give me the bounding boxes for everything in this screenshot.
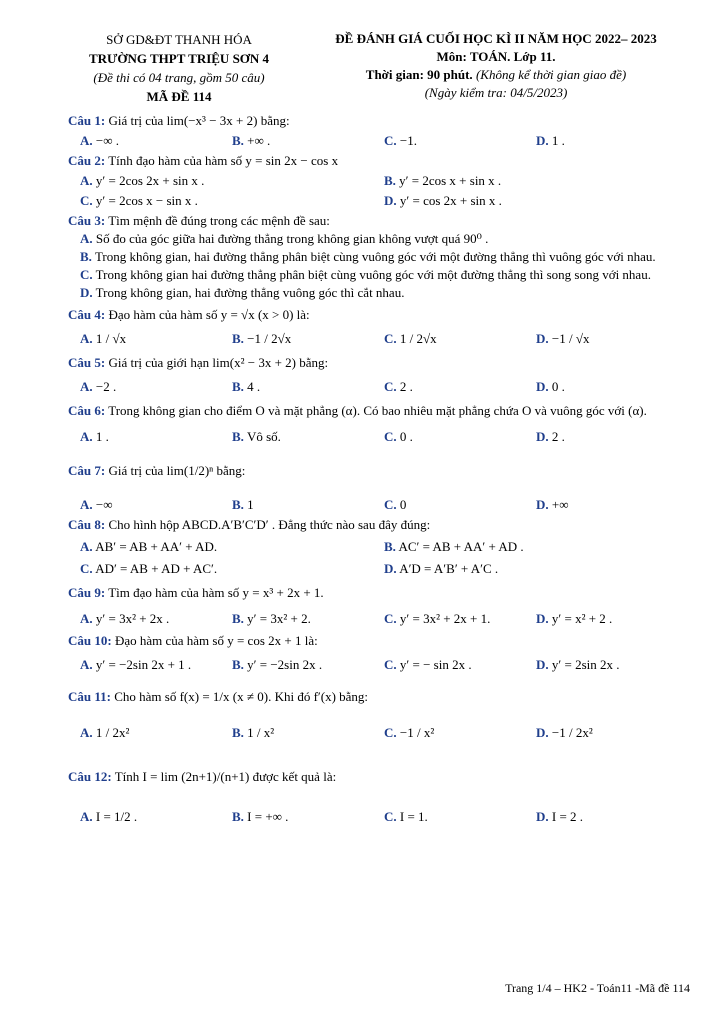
option-a[interactable] [80,538,384,556]
option-text: −1 / √x [551,331,590,346]
question-2 [68,152,688,170]
option-text: 1 [247,497,254,512]
option-text: y′ = 2cos x + sin x . [399,173,502,188]
option-text: +∞ . [247,133,271,148]
option-letter: A. [80,173,93,188]
option-a[interactable] [80,230,688,248]
options-row [80,610,688,628]
option-d[interactable] [536,808,688,826]
option-text: Trong không gian, hai đường thẳng phân biệt cùng vuông góc với một đường thẳng thì vuông góc với nhau. [94,249,656,264]
option-text: A′D = A′B′ + A′C . [399,561,499,576]
option-letter: A. [80,429,93,444]
option-letter: C. [80,267,93,282]
option-a[interactable] [80,808,232,826]
options-row [80,378,688,396]
options-row [80,496,688,514]
option-a[interactable] [80,496,232,514]
option-text: 1 / x² [247,725,275,740]
question-12 [68,768,688,786]
option-b[interactable] [232,724,384,742]
option-letter: C. [384,725,397,740]
option-d[interactable] [536,496,688,514]
options-row [80,656,688,674]
exam-title: ĐỀ ĐÁNH GIÁ CUỐI HỌC KÌ II NĂM HỌC 2022– 2023 [335,31,657,46]
date-note: (Ngày kiểm tra: 04/5/2023) [424,85,568,100]
option-letter: B. [80,249,92,264]
question-text: Tính đạo hàm của hàm số y = sin 2x − cos x [108,153,339,168]
option-letter: C. [80,561,93,576]
option-letter: C. [384,809,397,824]
question-4 [68,306,688,324]
option-d[interactable] [536,428,688,446]
option-text: 1 / √x [95,331,127,346]
option-text: 4 . [247,379,261,394]
option-letter: D. [536,657,549,672]
option-b[interactable] [232,330,384,348]
page-footer: Trang 1/4 – HK2 - Toán11 -Mã đề 114 [505,981,690,995]
option-c[interactable] [384,724,536,742]
option-letter: B. [384,173,396,188]
option-text: y′ = cos 2x + sin x . [399,193,502,208]
question-text: Giá trị của giới hạn lim(x² − 3x + 2) bằng: [108,355,329,370]
option-text: Trong không gian hai đường thẳng phân biệt cùng vuông góc với một đường thẳng thì song song với nhau. [95,267,651,282]
option-letter: D. [384,193,397,208]
option-a[interactable] [80,132,232,150]
option-c[interactable] [384,656,536,674]
option-c[interactable] [68,266,688,284]
option-text: 1 / 2x² [95,725,130,740]
option-letter: C. [384,331,397,346]
subject: Môn: TOÁN. Lớp 11. [436,49,556,64]
option-text: −∞ [95,497,113,512]
option-b[interactable] [384,172,688,190]
option-letter: B. [232,133,244,148]
option-d[interactable] [536,724,688,742]
question-label: Câu 12: [68,769,112,784]
question-text: Cho hàm số f(x) = 1/x (x ≠ 0). Khi đó f′(x) bằng: [114,689,369,704]
option-text: Vô số. [246,429,281,444]
option-a[interactable] [80,378,232,396]
exam-code: MÃ ĐỀ 114 [146,89,212,104]
options-row [80,724,688,742]
option-text: 1 . [551,133,565,148]
option-text: Số đo của góc giữa hai đường thẳng trong không gian không vượt quá 90⁰ . [95,231,489,246]
time-note: (Không kể thời gian giao đề) [475,67,627,82]
option-letter: B. [232,725,244,740]
option-text: AC′ = AB + AA′ + AD . [398,539,524,554]
option-text: AD′ = AB + AD + AC′. [95,561,218,576]
question-10 [68,632,688,650]
option-letter: A. [80,539,93,554]
option-c[interactable] [384,496,536,514]
option-letter: D. [536,379,549,394]
option-text: y′ = 2cos 2x + sin x . [95,173,205,188]
option-letter: B. [232,611,244,626]
department-name: SỞ GD&ĐT THANH HÓA [106,32,252,47]
question-11 [68,688,688,706]
question-6 [68,400,688,422]
option-letter: A. [80,809,93,824]
option-letter: B. [384,539,396,554]
option-text: y′ = −2sin 2x . [247,657,323,672]
question-label: Câu 11: [68,689,111,704]
option-d[interactable] [80,284,688,302]
school-name: TRƯỜNG THPT TRIỆU SƠN 4 [88,51,270,66]
option-letter: D. [536,497,549,512]
option-b[interactable] [232,610,384,628]
options-row [80,428,688,446]
question-8 [68,516,688,534]
question-text: Tìm đạo hàm của hàm số y = x³ + 2x + 1. [108,585,324,600]
option-text: y′ = 2cos x − sin x . [95,193,198,208]
question-text: Giá trị của lim(1/2)ⁿ bằng: [108,463,246,478]
option-d[interactable] [384,192,688,210]
options-row [80,172,688,190]
option-letter: D. [536,611,549,626]
option-b[interactable] [232,656,384,674]
option-text: −1 / 2√x [247,331,292,346]
option-letter: A. [80,657,93,672]
option-text: y′ = x² + 2 . [551,611,613,626]
option-c[interactable] [384,428,536,446]
question-label: Câu 2: [68,153,106,168]
option-letter: C. [384,133,397,148]
option-text: 2 . [399,379,413,394]
question-text: Tính I = lim (2n+1)/(n+1) được kết quả là: [114,769,337,784]
option-b[interactable] [68,248,688,266]
option-c[interactable] [384,330,536,348]
option-text: 0 . [551,379,565,394]
options-row [80,560,688,578]
option-c[interactable] [80,192,384,210]
option-text: −∞ . [95,133,119,148]
option-text: y′ = − sin 2x . [399,657,472,672]
question-text: Giá trị của lim(−x³ − 3x + 2) bằng: [108,113,290,128]
option-d[interactable] [536,656,688,674]
option-letter: C. [384,611,397,626]
question-text: Cho hình hộp ABCD.A′B′C′D′ . Đẳng thức nào sau đây đúng: [108,517,431,532]
option-text: 0 . [399,429,413,444]
option-text: I = 2 . [551,809,584,824]
option-a[interactable] [80,330,232,348]
question-9 [68,584,688,602]
option-letter: A. [80,379,93,394]
option-letter: A. [80,725,93,740]
option-letter: C. [384,429,397,444]
option-c[interactable] [384,808,536,826]
option-d[interactable] [536,132,688,150]
header-right [306,30,686,102]
option-text: 2 . [551,429,565,444]
question-5 [68,354,688,372]
option-letter: D. [536,725,549,740]
option-letter: A. [80,133,93,148]
option-letter: C. [384,379,397,394]
option-a[interactable] [80,656,232,674]
option-letter: D. [536,429,549,444]
question-label: Câu 9: [68,585,106,600]
option-b[interactable] [232,496,384,514]
option-letter: B. [232,809,244,824]
question-label: Câu 8: [68,517,106,532]
header-left [64,30,294,106]
options-row [80,538,688,556]
option-letter: C. [384,657,397,672]
options-row [80,192,688,210]
question-text: Tìm mệnh đề đúng trong các mệnh đề sau: [108,213,330,228]
option-text: y′ = 3x² + 2x + 1. [399,611,491,626]
options-row [80,132,688,150]
question-text: Trong không gian cho điểm O và mặt phẳng (α). Có bao nhiêu mặt phẳng chứa O và vuông góc với (α). [108,403,647,418]
question-label: Câu 5: [68,355,106,370]
options-row [80,808,688,826]
question-label: Câu 3: [68,213,106,228]
option-text: −1. [399,133,417,148]
option-text: y′ = 3x² + 2. [247,611,311,626]
option-letter: D. [80,285,93,300]
question-text: Đạo hàm của hàm số y = cos 2x + 1 là: [114,633,318,648]
time-line [306,66,686,84]
questions [68,112,688,828]
option-text: −1 / 2x² [551,725,593,740]
option-text: y′ = 2sin 2x . [551,657,620,672]
option-b[interactable] [232,808,384,826]
option-b[interactable] [384,538,688,556]
options-row [80,330,688,348]
option-text: I = 1. [399,809,428,824]
option-letter: B. [232,657,244,672]
option-letter: A. [80,331,93,346]
option-text: I = 1/2 . [95,809,138,824]
option-text: AB′ = AB + AA′ + AD. [95,539,218,554]
question-label: Câu 6: [68,403,106,418]
question-3 [68,212,688,230]
option-letter: C. [80,193,93,208]
option-letter: B. [232,379,244,394]
option-text: y′ = 3x² + 2x . [95,611,170,626]
option-text: Trong không gian, hai đường thẳng vuông góc thì cắt nhau. [95,285,405,300]
option-c[interactable] [384,132,536,150]
option-letter: A. [80,497,93,512]
question-label: Câu 4: [68,307,106,322]
question-label: Câu 10: [68,633,112,648]
option-b[interactable] [232,132,384,150]
pages-note: (Đề thi có 04 trang, gồm 50 câu) [93,70,265,85]
option-text: −1 / x² [399,725,435,740]
option-text: +∞ [551,497,569,512]
option-a[interactable] [80,428,232,446]
option-d[interactable] [536,378,688,396]
option-letter: D. [384,561,397,576]
question-text: Đạo hàm của hàm số y = √x (x > 0) là: [108,307,310,322]
question-7 [68,462,688,480]
time-label: Thời gian: 90 phút. [365,67,473,82]
option-d[interactable] [384,560,688,578]
option-letter: B. [232,429,244,444]
option-text: 0 [399,497,407,512]
option-letter: D. [536,133,549,148]
option-b[interactable] [232,428,384,446]
option-letter: A. [80,231,93,246]
option-a[interactable] [80,610,232,628]
option-c[interactable] [80,560,384,578]
option-text: −2 . [95,379,117,394]
option-d[interactable] [536,330,688,348]
option-c[interactable] [384,610,536,628]
option-letter: B. [232,331,244,346]
option-letter: D. [536,331,549,346]
question-1 [68,112,688,130]
option-letter: A. [80,611,93,626]
question-label: Câu 7: [68,463,106,478]
option-letter: D. [536,809,549,824]
option-text: y′ = −2sin 2x + 1 . [95,657,192,672]
option-b[interactable] [232,378,384,396]
option-c[interactable] [384,378,536,396]
option-d[interactable] [536,610,688,628]
option-a[interactable] [80,724,232,742]
option-text: 1 . [95,429,109,444]
option-a[interactable] [80,172,384,190]
option-text: 1 / 2√x [399,331,437,346]
question-label: Câu 1: [68,113,106,128]
option-letter: C. [384,497,397,512]
option-letter: B. [232,497,244,512]
option-text: I = +∞ . [247,809,289,824]
